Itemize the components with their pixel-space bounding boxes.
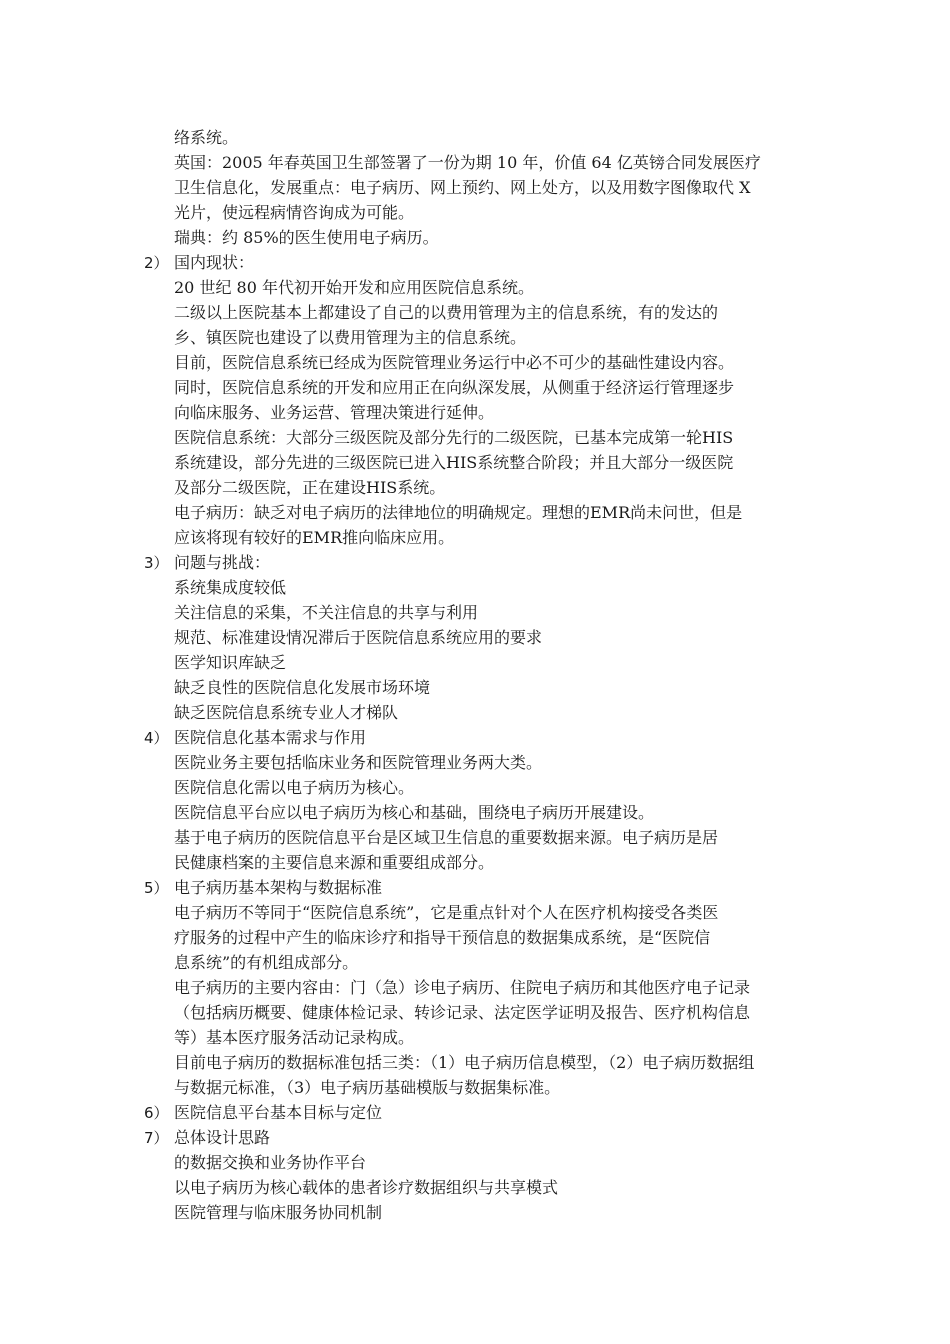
body-line: 同时，医院信息系统的开发和应用正在向纵深发展，从侧重于经济运行管理逐步	[174, 378, 735, 397]
section-number: 6）	[144, 1104, 169, 1122]
section-heading: 医院信息化基本需求与作用	[174, 728, 367, 747]
list-item: 以电子病历为核心载体的患者诊疗数据组织与共享模式	[174, 1178, 559, 1197]
body-line: 20 世纪 80 年代初开始开发和应用医院信息系统。	[174, 278, 534, 297]
list-item: 的数据交换和业务协作平台	[174, 1153, 367, 1172]
body-line: 医院信息系统：大部分三级医院及部分先行的二级医院，已基本完成第一轮HIS	[174, 428, 734, 447]
section-heading: 问题与挑战：	[174, 553, 271, 572]
body-line: 二级以上医院基本上都建设了自己的以费用管理为主的信息系统，有的发达的	[174, 303, 719, 322]
body-line: 医院业务主要包括临床业务和医院管理业务两大类。	[174, 753, 543, 772]
body-line: 系统建设，部分先进的三级医院已进入HIS系统整合阶段；并且大部分一级医院	[174, 453, 734, 472]
body-line: 络系统。	[174, 128, 239, 147]
body-line: 瑞典：约 85%的医生使用电子病历。	[174, 228, 439, 247]
list-item: 医学知识库缺乏	[174, 653, 287, 672]
body-line: 电子病历：缺乏对电子病历的法律地位的明确规定。理想的EMR尚未问世，但是	[174, 503, 743, 522]
body-line: 与数据元标准，（3）电子病历基础模版与数据集标准。	[174, 1078, 561, 1097]
section-heading: 总体设计思路	[174, 1128, 271, 1147]
body-line: 电子病历的主要内容由：门（急）诊电子病历、住院电子病历和其他医疗电子记录	[174, 978, 751, 997]
section-heading: 电子病历基本架构与数据标准	[174, 878, 383, 897]
list-item: 缺乏良性的医院信息化发展市场环境	[174, 678, 431, 697]
body-line: 卫生信息化，发展重点：电子病历、网上预约、网上处方，以及用数字图像取代 X	[174, 178, 751, 197]
body-line: 电子病历不等同于“医院信息系统”，它是重点针对个人在医疗机构接受各类医	[174, 903, 719, 922]
section-number: 7）	[144, 1129, 169, 1147]
section-number: 4）	[144, 729, 169, 747]
body-line: 等）基本医疗服务活动记录构成。	[174, 1028, 415, 1047]
body-line: 目前，医院信息系统已经成为医院管理业务运行中必不可少的基础性建设内容。	[174, 353, 735, 372]
section-number: 5）	[144, 879, 169, 897]
body-line: 及部分二级医院，正在建设HIS系统。	[174, 478, 446, 497]
body-line: 乡、镇医院也建设了以费用管理为主的信息系统。	[174, 328, 527, 347]
body-line: 基于电子病历的医院信息平台是区域卫生信息的重要数据来源。电子病历是居	[174, 828, 719, 847]
body-line: 应该将现有较好的EMR推向临床应用。	[174, 528, 455, 547]
section-number: 2）	[144, 254, 169, 272]
body-line: 光片，使远程病情咨询成为可能。	[174, 203, 415, 222]
body-line: 目前电子病历的数据标准包括三类：（1）电子病历信息模型，（2）电子病历数据组	[174, 1053, 755, 1072]
list-item: 系统集成度较低	[174, 578, 287, 597]
list-item: 关注信息的采集，不关注信息的共享与利用	[174, 603, 479, 622]
body-line: 医院信息平台应以电子病历为核心和基础，围绕电子病历开展建设。	[174, 803, 655, 822]
list-item: 规范、标准建设情况滞后于医院信息系统应用的要求	[174, 628, 543, 647]
body-line: 民健康档案的主要信息来源和重要组成部分。	[174, 853, 495, 872]
body-line: 息系统”的有机组成部分。	[174, 953, 359, 972]
section-number: 3）	[144, 554, 169, 572]
body-line: 英国：2005 年春英国卫生部签署了一份为期 10 年，价值 64 亿英镑合同发展医疗	[174, 153, 761, 172]
list-item: 医院管理与临床服务协同机制	[174, 1203, 383, 1222]
body-line: 向临床服务、业务运营、管理决策进行延伸。	[174, 403, 495, 422]
body-line: 疗服务的过程中产生的临床诊疗和指导干预信息的数据集成系统，是“医院信	[174, 928, 711, 947]
body-line: （包括病历概要、健康体检记录、转诊记录、法定医学证明及报告、医疗机构信息	[174, 1003, 751, 1022]
body-line: 医院信息化需以电子病历为核心。	[174, 778, 415, 797]
section-heading: 医院信息平台基本目标与定位	[174, 1103, 383, 1122]
list-item: 缺乏医院信息系统专业人才梯队	[174, 703, 399, 722]
section-heading: 国内现状：	[174, 253, 255, 272]
